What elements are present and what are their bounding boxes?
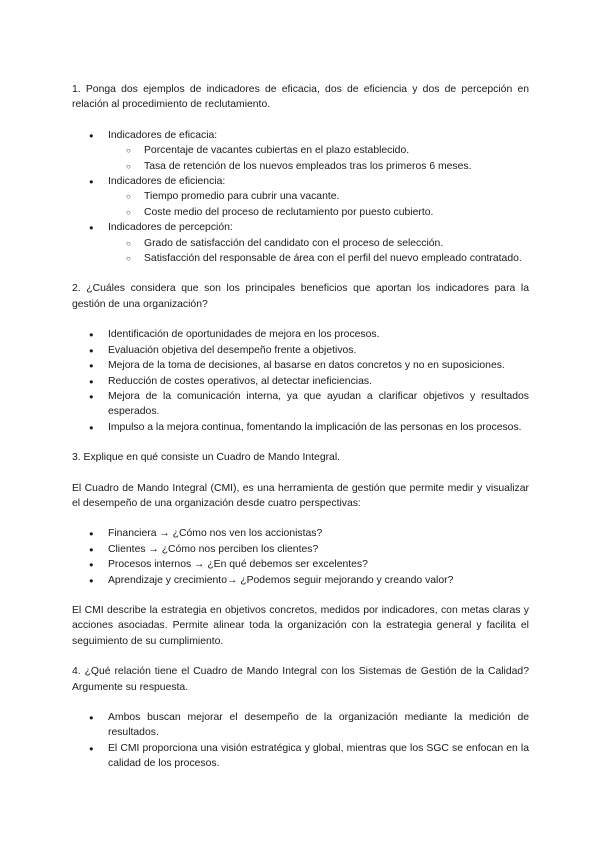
q3-perspectives-list xyxy=(72,526,529,588)
list-item xyxy=(72,220,529,266)
list-item: ● Financiera → ¿Cómo nos ven los accionistas? xyxy=(72,526,529,541)
list-item: ● Mejora de la comunicación interna, ya que ayudan a clarificar objetivos y resultados esperados. xyxy=(72,389,529,420)
q3-intro-paragraph: El Cuadro de Mando Integral (CMI), es una herramienta de gestión que permite medir y visualizar el desempeño de una organización desde cuatro perspectivas: xyxy=(72,482,529,509)
list-item: ● El CMI proporciona una visión estratégica y global, mientras que los SGC se enfocan en la calidad de los procesos. xyxy=(72,741,529,772)
list-item: ● Mejora de la toma de decisiones, al basarse en datos concretos y no en suposiciones. xyxy=(72,358,529,373)
sub-list-item: ○ Coste medio del proceso de reclutamiento por puesto cubierto. xyxy=(108,205,529,220)
indicator-group-label: Indicadores de percepción: xyxy=(108,222,233,234)
indicator-group-label: Indicadores de eficiencia: xyxy=(108,176,226,188)
q1-indicator-list xyxy=(72,128,529,267)
question-3: 3. Explique en qué consiste un Cuadro de Mando Integral. xyxy=(72,452,341,464)
sub-list xyxy=(108,189,529,220)
sub-list xyxy=(108,143,529,174)
sub-list-item: ○ Porcentaje de vacantes cubiertas en el plazo establecido. xyxy=(108,143,529,158)
question-4: 4. ¿Qué relación tiene el Cuadro de Mando Integral con los Sistemas de Gestión de la Calidad? Argumente su respuesta. xyxy=(72,666,529,693)
q4-relation-list xyxy=(72,710,529,772)
list-item: ● Aprendizaje y crecimiento→ ¿Podemos seguir mejorando y creando valor? xyxy=(72,573,529,588)
list-item: ● Clientes → ¿Cómo nos perciben los clientes? xyxy=(72,542,529,557)
sub-list-item: ○ Tasa de retención de los nuevos empleados tras los primeros 6 meses. xyxy=(108,159,529,174)
list-item: ● Identificación de oportunidades de mejora en los procesos. xyxy=(72,327,529,342)
list-item xyxy=(72,174,529,220)
indicator-group-label: Indicadores de eficacia: xyxy=(108,129,218,141)
sub-list xyxy=(108,236,529,267)
question-2: 2. ¿Cuáles considera que son los principales beneficios que aportan los indicadores para la gestión de una organización? xyxy=(72,283,529,310)
list-item: ● Ambos buscan mejorar el desempeño de la organización mediante la medición de resultados. xyxy=(72,710,529,741)
document-page xyxy=(72,82,529,787)
sub-list-item: ○ Grado de satisfacción del candidato con el proceso de selección. xyxy=(108,236,529,251)
q2-benefits-list xyxy=(72,327,529,435)
list-item: ● Impulso a la mejora continua, fomentando la implicación de las personas en los procesos. xyxy=(72,420,529,435)
sub-list-item: ○ Tiempo promedio para cubrir una vacante. xyxy=(108,189,529,204)
sub-list-item: ○ Satisfacción del responsable de área con el perfil del nuevo empleado contratado. xyxy=(108,251,529,266)
list-item: ● Evaluación objetiva del desempeño frente a objetivos. xyxy=(72,343,529,358)
list-item: ● Procesos internos → ¿En qué debemos ser excelentes? xyxy=(72,557,529,572)
question-1: 1. Ponga dos ejemplos de indicadores de eficacia, dos de eficiencia y dos de percepción en relación al procedimiento de reclutamiento. xyxy=(72,84,529,111)
list-item: ● Reducción de costes operativos, al detectar ineficiencias. xyxy=(72,374,529,389)
q3-conclusion-paragraph: El CMI describe la estrategia en objetivos concretos, medidos por indicadores, con metas claras y acciones asociadas. Permite alinear toda la organización con la estrategia general y facilita el seguimiento de su cumplimiento. xyxy=(72,604,529,647)
list-item xyxy=(72,128,529,174)
